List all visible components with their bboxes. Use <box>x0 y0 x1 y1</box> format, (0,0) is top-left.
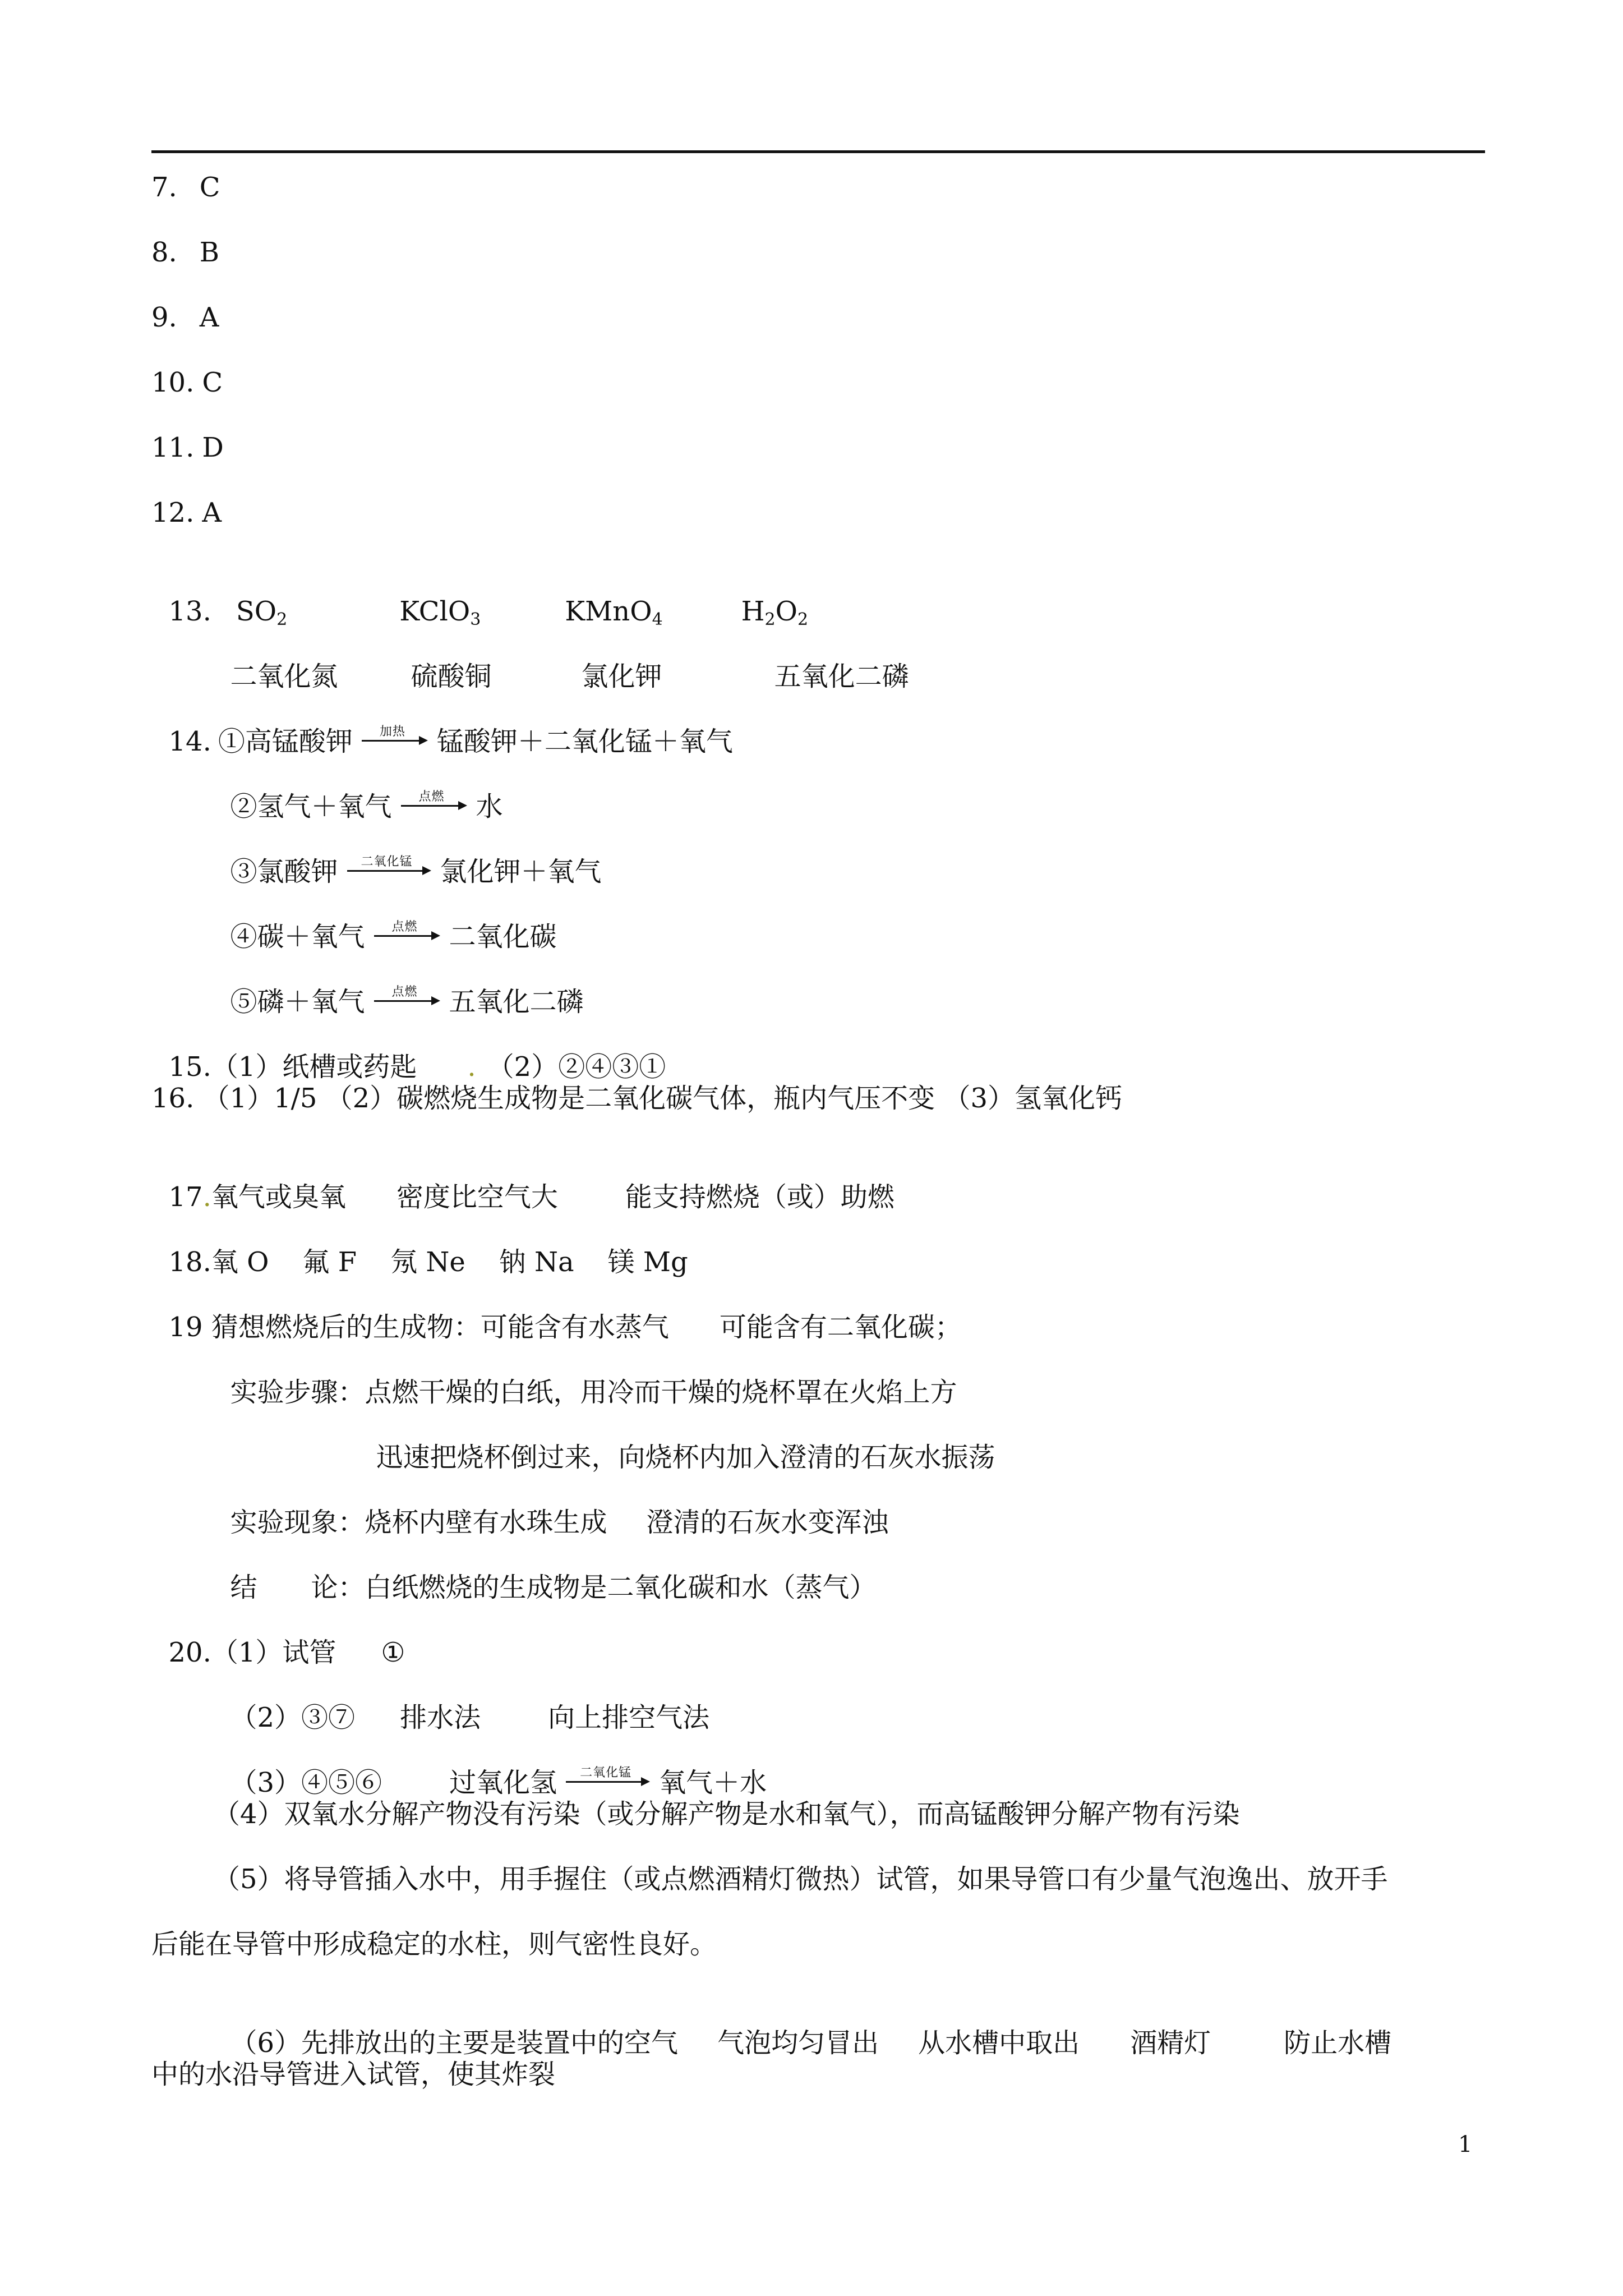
answer-13-names: 二氧化氮 硫酸铜 氯化钾 五氧化二磷 <box>230 661 909 692</box>
answer-19-hypothesis: 19 猜想燃烧后的生成物：可能含有水蒸气 可能含有二氧化碳； <box>168 1312 962 1343</box>
answer-11: 11. D <box>151 432 224 463</box>
answer-20-part-3: （3）④⑤⑥ 过氧化氢 二氧化锰 氧气＋水 <box>230 1766 767 1798</box>
answer-10: 10. C <box>151 367 223 398</box>
answer-14-reaction-3: ③氯酸钾 二氧化锰 氯化钾＋氧气 <box>230 855 602 887</box>
answer-20-part-5: （5）将导管插入水中，用手握住（或点燃酒精灯微热）试管，如果导管口有少量气泡逸出、放开手 <box>213 1864 1388 1895</box>
answer-20-part-1: 20.（1）试管 ① <box>168 1637 405 1668</box>
answer-15: 15.（1）纸槽或药匙 . （2）②④③① <box>168 1051 666 1083</box>
answer-14-reaction-4: ④碳＋氧气 点燃 二氧化碳 <box>230 920 557 953</box>
reaction-arrow: 点燃 <box>374 920 440 942</box>
answer-14-reaction-5: ⑤磷＋氧气 点燃 五氧化二磷 <box>230 985 584 1018</box>
answer-20-part-5-cont: 后能在导管中形成稳定的水柱，则气密性良好。 <box>151 1929 717 1960</box>
answer-17: 17.氧气或臭氧 密度比空气大 能支持燃烧（或）助燃 <box>168 1181 895 1213</box>
answer-8: 8. B <box>151 237 220 268</box>
answer-14-reaction-2: ②氢气＋氧气 点燃 水 <box>230 790 503 822</box>
answer-14-reaction-1: 14. ①高锰酸钾 加热 锰酸钾＋二氧化锰＋氧气 <box>168 725 733 757</box>
answer-13-formulas: 13. $SO_2$ KClO$_3$ KMnO$_4$ $H_2O_2$ <box>168 596 809 629</box>
answer-20-part-6-cont: 中的水沿导管进入试管，使其炸裂 <box>151 2059 556 2090</box>
header-rule <box>151 150 1485 153</box>
reaction-arrow: 二氧化锰 <box>566 1766 650 1788</box>
answer-20-part-2: （2）③⑦ 排水法 向上排空气法 <box>230 1702 710 1733</box>
reaction-arrow: 加热 <box>362 725 428 747</box>
answer-20-part-4: （4）双氧水分解产物没有污染（或分解产物是水和氧气），而高锰酸钾分解产物有污染 <box>213 1798 1240 1830</box>
answer-19-phenomena: 实验现象：烧杯内壁有水珠生成 澄清的石灰水变浑浊 <box>230 1507 889 1538</box>
page-number: 1 <box>1458 2132 1473 2157</box>
answer-19-steps-2: 迅速把烧杯倒过来，向烧杯内加入澄清的石灰水振荡 <box>376 1442 995 1473</box>
answer-12: 12. A <box>151 497 222 528</box>
answer-20-part-6: （6）先排放出的主要是装置中的空气 气泡均匀冒出 从水槽中取出 酒精灯 防止水槽 <box>230 2027 1392 2059</box>
answer-19-conclusion: 结 论：白纸燃烧的生成物是二氧化碳和水（蒸气） <box>230 1572 877 1603</box>
reaction-arrow: 点燃 <box>401 790 467 812</box>
answer-19-steps: 实验步骤：点燃干燥的白纸，用冷而干燥的烧杯罩在火焰上方 <box>230 1377 957 1408</box>
reaction-arrow: 点燃 <box>374 985 440 1007</box>
reaction-arrow: 二氧化锰 <box>347 855 431 877</box>
answer-9: 9. A <box>151 302 219 333</box>
answer-18: 18.氧 O 氟 F 氖 Ne 钠 Na 镁 Mg <box>168 1246 688 1278</box>
answer-16: 16. （1）1/5 （2）碳燃烧生成物是二氧化碳气体，瓶内气压不变 （3）氢氧化钙 <box>151 1083 1122 1114</box>
answer-7: 7. C <box>151 172 220 203</box>
